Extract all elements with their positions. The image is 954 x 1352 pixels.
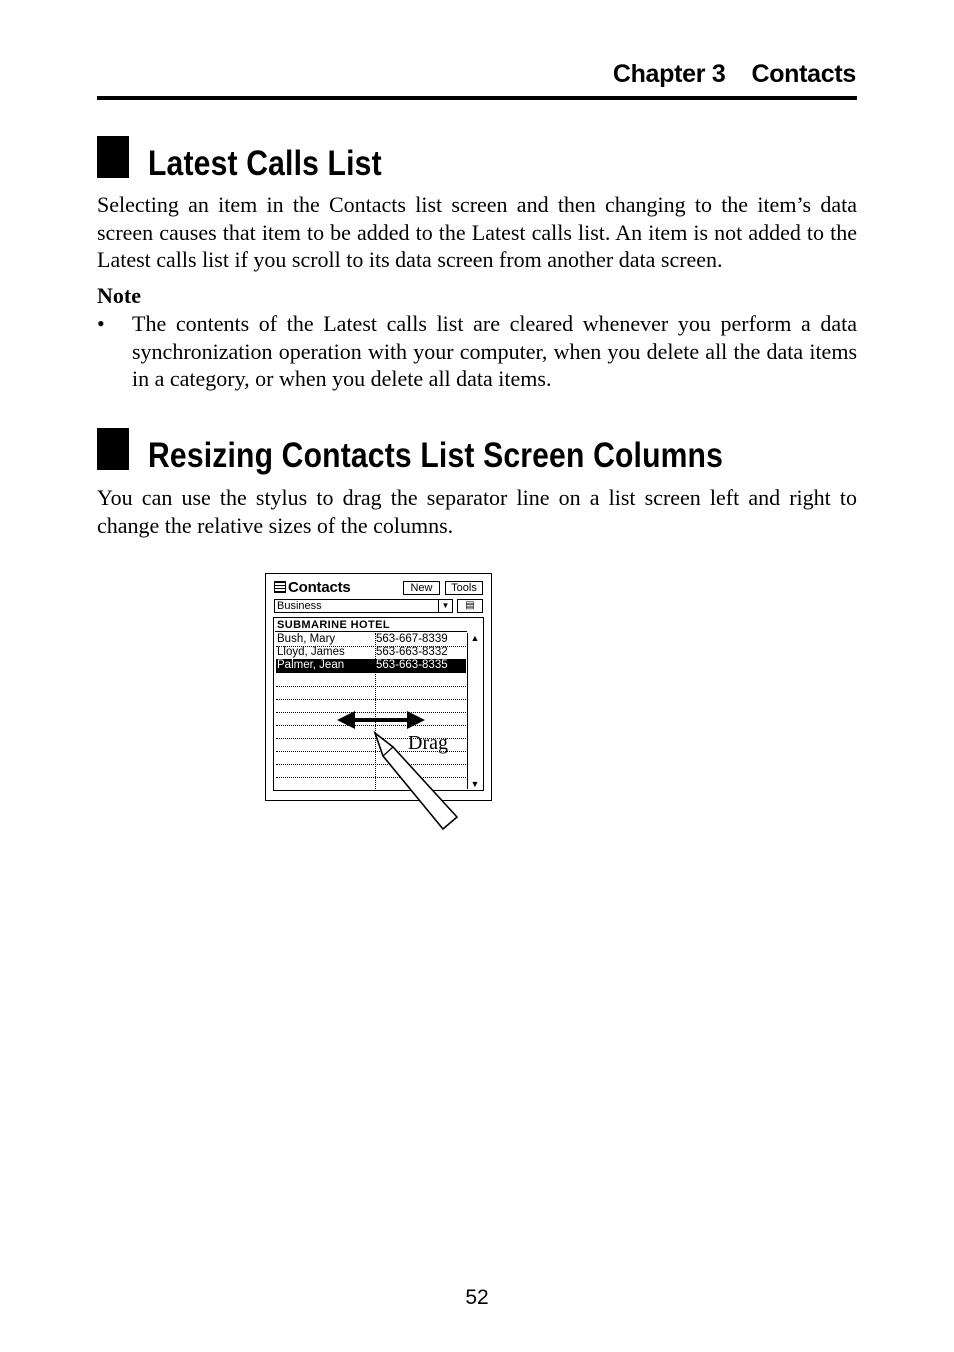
chapter-name: Contacts [751,60,856,88]
section-body-resizing: You can use the stylus to drag the separator line on a list screen left and right to change the relative sizes of the columns. [97,485,857,538]
double-arrow-icon [337,711,425,729]
view-toggle-icon[interactable]: ▤ [457,599,483,613]
contact-name: Bush, Mary [277,633,336,645]
contact-name: Lloyd, James [277,646,345,658]
tools-button[interactable]: Tools [445,581,483,595]
contact-phone: 563-667-8339 [376,633,448,645]
stylus-icon [375,733,457,829]
pda-app-title: Contacts [288,579,351,596]
section-body-latest-calls: Selecting an item in the Contacts list screen and then changing to the item’s data screen causes that item to be added to the Latest calls list. An item is not added to the Latest calls list if you scroll to its data screen from another data screen. [97,192,857,272]
contact-phone: 563-663-8332 [376,646,448,658]
drag-annotation: Drag [408,732,448,754]
category-value: Business [277,600,322,612]
scroll-up-icon[interactable]: ▲ [470,633,480,643]
group-header: SUBMARINE HOTEL [277,619,390,631]
dropdown-arrow-icon[interactable]: ▼ [438,600,452,612]
page-number: 52 [465,1286,489,1309]
chapter-label: Chapter 3 [612,60,726,88]
new-button[interactable]: New [403,581,440,595]
contact-name: Palmer, Jean [277,659,345,671]
contact-phone: 563-663-8335 [376,659,448,671]
bullet-icon: • [97,311,105,336]
scroll-down-icon[interactable]: ▼ [470,779,480,789]
note-label: Note [97,283,141,308]
note-item: The contents of the Latest calls list are cleared whenever you perform a data synchronization operation with your computer, when you delete all the data items in a category, or when you delete all data items. [132,311,857,391]
section-title-latest-calls: Latest Calls List [148,144,382,183]
section-title-resizing: Resizing Contacts List Screen Columns [148,436,724,475]
